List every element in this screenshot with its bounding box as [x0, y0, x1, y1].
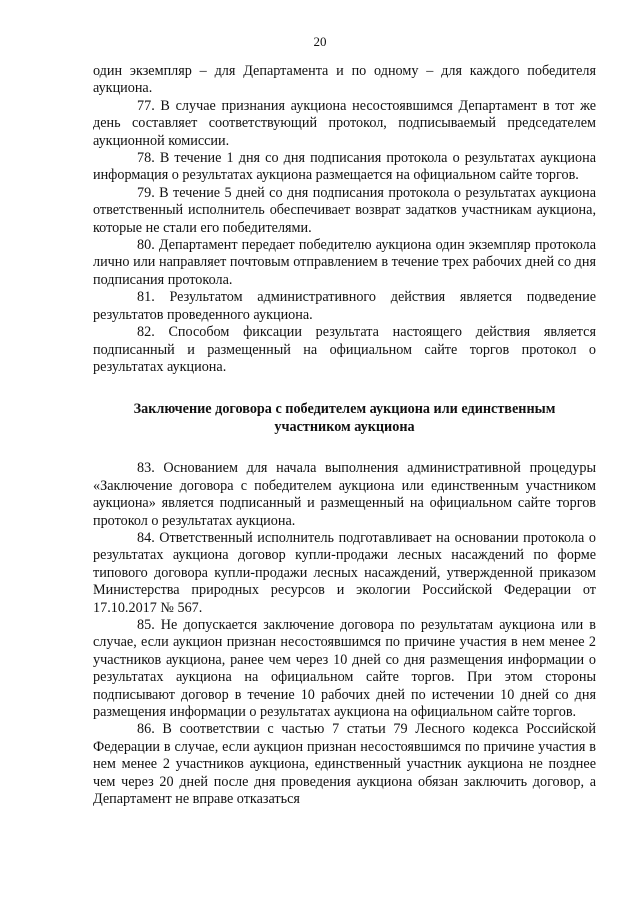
paragraph-continued: один экземпляр – для Департамента и по одному – для каждого победителя аукциона. — [93, 63, 596, 97]
paragraph-78: 78. В течение 1 дня со дня подписания протокола о результатах аукциона информация о результатах аукциона размещается на официальном сайте торгов. — [93, 150, 596, 184]
paragraph-84: 84. Ответственный исполнитель подготавливает на основании протокола о результатах аукциона договор купли-продажи лесных насаждений по форме типового договора купли-продажи лесных насаждений, утвержденной приказом Министерства природных ресурсов и экологии Российской Федерации от 17.10.2017 № 567. — [93, 529, 596, 616]
paragraph-77: 77. В случае признания аукциона несостоявшимся Департамент в тот же день составляет соответствующий протокол, подписываемый председателем аукционной комиссии. — [93, 97, 596, 149]
page-number: 20 — [313, 34, 327, 49]
paragraph-83: 83. Основанием для начала выполнения административной процедуры «Заключение договора с победителем аукциона или единственным участником аукциона» является подписанный и размещенный на официальном сайте торгов протокол о результатах аукциона. — [93, 460, 596, 529]
section-heading-line-2: участником аукциона — [274, 419, 415, 436]
paragraph-80: 80. Департамент передает победителю аукциона один экземпляр протокола лично или направляет почтовым отправлением в течение трех рабочих дней со дня подписания протокола. — [93, 237, 596, 288]
paragraph-79: 79. В течение 5 дней со дня подписания протокола о результатах аукциона ответственный исполнитель обеспечивает возврат задатков участникам аукциона, которые не стали его победителями. — [93, 184, 596, 236]
paragraph-82: 82. Способом фиксации результата настоящего действия является подписанный и размещенный на официальном сайте торгов протокол о результатах аукциона. — [93, 324, 596, 375]
document-body — [93, 63, 596, 808]
paragraph-85: 85. Не допускается заключение договора по результатам аукциона или в случае, если аукцион признан несостоявшимся по причине участия в нем менее 2 участников аукциона, ранее чем через 10 дней со дня размещения информации о результатах аукциона на официальном сайте торгов. При этом стороны подписывают договор в течение 10 рабочих дней по истечении 10 дней со дня размещения информации о результатах аукциона на официальном сайте торгов. — [93, 616, 596, 720]
section-heading-line-1: Заключение договора с победителем аукциона или единственным — [133, 401, 556, 418]
paragraph-81: 81. Результатом административного действия является подведение результатов проведенного аукциона. — [93, 289, 596, 323]
section-heading — [93, 400, 596, 436]
paragraph-86: 86. В соответствии с частью 7 статьи 79 Лесного кодекса Российской Федерации в случае, если аукцион признан несостоявшимся по причине участия в нем менее 2 участников аукциона, единственный участник аукциона не позднее чем через 20 дней после дня проведения аукциона обязан заключить договор, а Департамент не вправе отказаться — [93, 721, 596, 808]
